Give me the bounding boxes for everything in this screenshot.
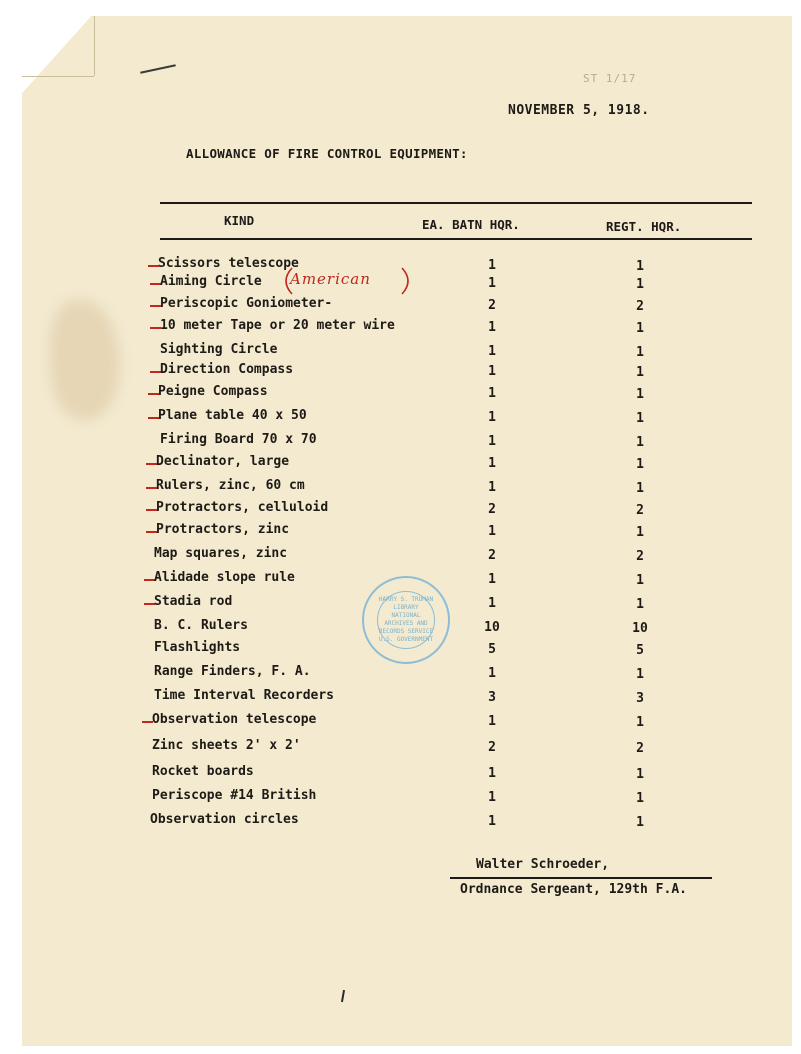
row-regiment-qty: 1 (636, 457, 644, 472)
row-regiment-qty: 1 (636, 259, 644, 274)
row-regiment-qty: 2 (636, 741, 644, 756)
row-battalion-qty: 1 (488, 386, 496, 401)
column-header-kind: KIND (224, 213, 255, 228)
reference-mark: ST 1/17 (583, 72, 637, 85)
row-battalion-qty: 2 (488, 298, 496, 313)
row-regiment-qty: 1 (636, 597, 644, 612)
row-kind: Aiming Circle (160, 274, 262, 289)
row-battalion-qty: 1 (488, 434, 496, 449)
table-row (0, 812, 801, 830)
row-regiment-qty: 1 (636, 345, 644, 360)
row-battalion-qty: 1 (488, 666, 496, 681)
signature-rule (450, 877, 712, 879)
document-date: NOVEMBER 5, 1918. (508, 103, 650, 118)
row-kind: Stadia rod (154, 594, 233, 609)
row-battalion-qty: 1 (488, 320, 496, 335)
row-regiment-qty: 1 (636, 815, 644, 830)
row-kind: Observation telescope (152, 712, 317, 727)
signature-title: Ordnance Sergeant, 129th F.A. (460, 882, 687, 897)
row-battalion-qty: 1 (488, 572, 496, 587)
table-row (0, 296, 801, 314)
row-kind: Direction Compass (160, 362, 294, 377)
annotation-text: American (290, 270, 371, 288)
row-regiment-qty: 1 (636, 411, 644, 426)
table-row (0, 738, 801, 756)
table-row (0, 546, 801, 564)
row-battalion-qty: 2 (488, 548, 496, 563)
table-row (0, 342, 801, 360)
row-kind: Rocket boards (152, 764, 254, 779)
table-row (0, 712, 801, 730)
table-row (0, 478, 801, 496)
table-row (0, 384, 801, 402)
row-regiment-qty: 1 (636, 365, 644, 380)
row-battalion-qty: 1 (488, 596, 496, 611)
row-kind: B. C. Rulers (154, 618, 248, 633)
column-header-battalion: EA. BATN HQR. (422, 217, 520, 232)
row-regiment-qty: 1 (636, 667, 644, 682)
document-title: ALLOWANCE OF FIRE CONTROL EQUIPMENT: (186, 146, 468, 161)
row-kind: 10 meter Tape or 20 meter wire (160, 318, 395, 333)
row-kind: Range Finders, F. A. (154, 664, 311, 679)
row-battalion-qty: 1 (488, 766, 496, 781)
table-row (0, 664, 801, 682)
row-kind: Periscopic Goniometer- (160, 296, 333, 311)
row-kind: Periscope #14 British (152, 788, 317, 803)
row-regiment-qty: 1 (636, 277, 644, 292)
row-regiment-qty: 1 (636, 435, 644, 450)
row-kind: Observation circles (150, 812, 299, 827)
archive-stamp (362, 576, 450, 664)
row-regiment-qty: 1 (636, 387, 644, 402)
row-regiment-qty: 1 (636, 767, 644, 782)
row-regiment-qty: 1 (636, 481, 644, 496)
row-battalion-qty: 1 (488, 456, 496, 471)
row-kind: Flashlights (154, 640, 241, 655)
row-kind: Alidade slope rule (154, 570, 295, 585)
row-battalion-qty: 1 (488, 790, 496, 805)
table-row (0, 522, 801, 540)
table-row (0, 432, 801, 450)
row-regiment-qty: 2 (636, 549, 644, 564)
row-regiment-qty: 1 (636, 715, 644, 730)
row-kind: Protractors, celluloid (156, 500, 329, 515)
row-kind: Map squares, zinc (154, 546, 288, 561)
row-battalion-qty: 1 (488, 814, 496, 829)
row-kind: Time Interval Recorders (154, 688, 335, 703)
row-regiment-qty: 1 (636, 321, 644, 336)
row-regiment-qty: 2 (636, 299, 644, 314)
row-battalion-qty: 1 (488, 524, 496, 539)
row-kind: Scissors telescope (158, 256, 299, 271)
column-header-regiment: REGT. HQR. (606, 219, 682, 234)
row-battalion-qty: 1 (488, 480, 496, 495)
row-battalion-qty: 1 (488, 344, 496, 359)
row-kind: Declinator, large (156, 454, 290, 469)
row-kind: Peigne Compass (158, 384, 268, 399)
row-battalion-qty: 3 (488, 690, 496, 705)
row-battalion-qty: 10 (484, 620, 500, 635)
row-kind: Sighting Circle (160, 342, 278, 357)
row-kind: Zinc sheets 2' x 2' (152, 738, 301, 753)
row-kind: Rulers, zinc, 60 cm (156, 478, 305, 493)
table-row (0, 408, 801, 426)
row-regiment-qty: 1 (636, 791, 644, 806)
row-battalion-qty: 2 (488, 502, 496, 517)
row-battalion-qty: 1 (488, 276, 496, 291)
table-row (0, 454, 801, 472)
archive-stamp-text: HARRY S. TRUMAN LIBRARY NATIONAL ARCHIVES AND RECORDS SERVICE U.S. GOVERNMENT (377, 591, 435, 649)
row-kind: Plane table 40 x 50 (158, 408, 307, 423)
table-row (0, 362, 801, 380)
row-regiment-qty: 3 (636, 691, 644, 706)
row-battalion-qty: 1 (488, 410, 496, 425)
row-regiment-qty: 1 (636, 525, 644, 540)
row-regiment-qty: 1 (636, 573, 644, 588)
table-row (0, 788, 801, 806)
table-row (0, 500, 801, 518)
row-battalion-qty: 2 (488, 740, 496, 755)
row-regiment-qty: 10 (632, 621, 648, 636)
row-kind: Protractors, zinc (156, 522, 290, 537)
row-battalion-qty: 1 (488, 258, 496, 273)
table-row (0, 764, 801, 782)
row-battalion-qty: 1 (488, 364, 496, 379)
row-regiment-qty: 5 (636, 643, 644, 658)
row-battalion-qty: 5 (488, 642, 496, 657)
table-row (0, 688, 801, 706)
table-row (0, 318, 801, 336)
row-kind: Firing Board 70 x 70 (160, 432, 317, 447)
signature-name: Walter Schroeder, (476, 857, 610, 872)
row-regiment-qty: 2 (636, 503, 644, 518)
row-battalion-qty: 1 (488, 714, 496, 729)
